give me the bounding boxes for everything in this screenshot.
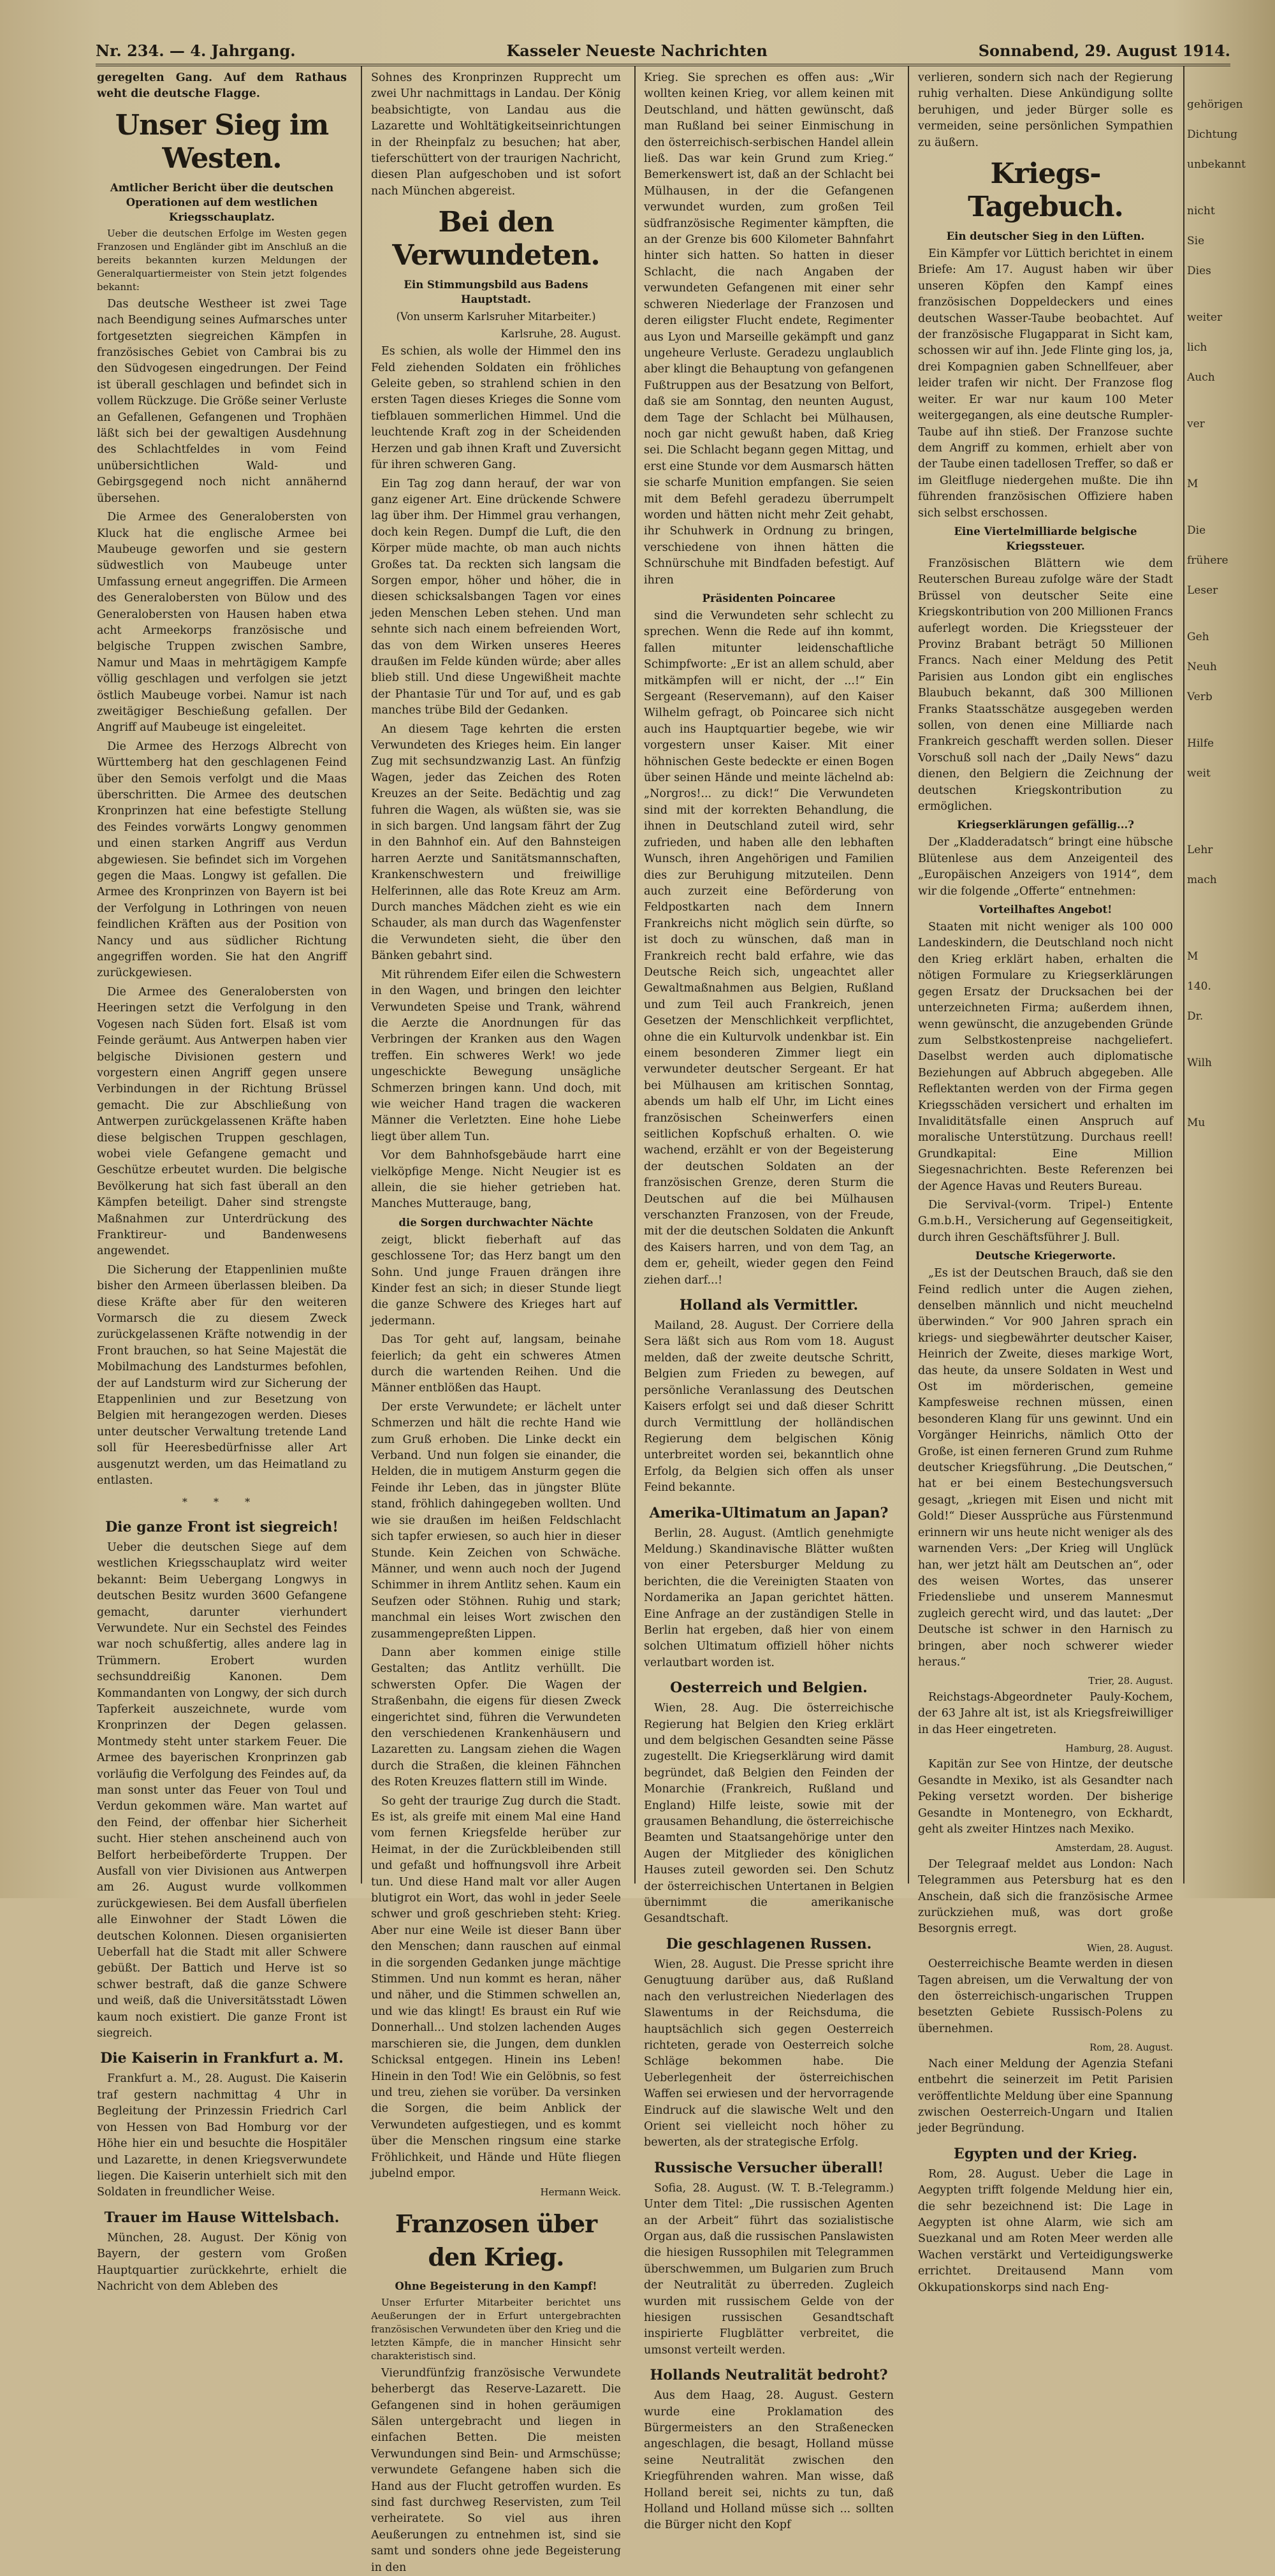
column-4 [918, 70, 1173, 2294]
article-paragraph: Ein Kämpfer vor Lüttich berichtet in einem Briefe: Am 17. August haben wir über unseren Köpfen den Kampf eines französischen Doppeldeckers und eines deutschen Wasser-Taube beobachtet. Auf der französische Flugapparat in Sicht kam, schossen wir auf ihn. Jede Flinte ging los, ja, drei Kompagnien gaben Schnellfeuer, aber leider trafen wir nicht. Der Franzose flog weiter. Er war nur kaum 100 Meter weitergegangen, als eine deutsche Rumpler-Taube auf ihn stieß. Der Franzose suchte dem Angriff zu kommen, erhielt aber von der Taube einen tadellosen Treffer, so daß er im Gleitfluge niedergehen mußte. Die ihn führenden französischen Offiziere haben sich selbst erschossen. [918, 247, 1173, 520]
subheadline: Ohne Begeisterung in den Kampf! [395, 2280, 597, 2292]
offer-heading: Vorteilhaftes Angebot! [979, 904, 1112, 916]
edge-fragment: Leser [1187, 584, 1218, 597]
column-3 [644, 70, 894, 2532]
article-paragraph: Reichstags-Abgeordneter Pauly-Kochem, der 63 Jahre alt ist, ist als Kriegsfreiwilliger in das Heer eingetreten. [918, 1690, 1173, 1736]
headline-amerika-japan: Amerika-Ultimatum an Japan? [649, 1504, 889, 1521]
article-paragraph: Mit rührendem Eifer eilen die Schwestern in den Wagen, und bringen den leichter Verwundeten Speise und Trank, während die Aerzte die Anordnungen für das Verbringen der Kranken aus den Wagen treffen. Ein schweres Werk! wo jede ungeschickte Bewegung unsägliche Schmerzen bringen kann. Und doch, mit wie weicher Hand tragen die wackeren Männer die Verletzten. Eine hohe Liebe liegt über allem Tun. [371, 968, 621, 1143]
article-paragraph: Dann aber kommen einige stille Gestalten; das Antlitz verhüllt. Die schwersten Opfer. Die Wagen der Straßenbahn, die eigens für diesen Zweck eingerichtet sind, führen die Verwundeten den verschiedenen Krankenhäusern und Lazaretten zu. Langsam ziehen die Wagen durch die Straßen, die kleinen Fähnchen des Roten Kreuzes flattern still im Winde. [371, 1646, 621, 1789]
adjacent-page-edge [1187, 66, 1257, 1884]
article-note: Unser Erfurter Mitarbeiter berichtet uns Aeußerungen der in Erfurt untergebrachten französischen Verwundeten über den Krieg und die letzten Kämpfe, die in mancher Hinsicht sehr charakteristisch sind. [371, 2296, 621, 2362]
headline-kaiserin: Die Kaiserin in Frankfurt a. M. [100, 2050, 344, 2067]
dateline: Rom, 28. August. [1089, 2042, 1173, 2054]
headline-kriegs-tagebuch: Kriegs-Tagebuch. [968, 157, 1123, 224]
article-paragraph: Der „Kladderadatsch“ bringt eine hübsche Blütenlese aus dem Anzeigenteil des „Europäischen Anzeigers von 1914“, dem wir die folgende „Offerte“ entnehmen: [918, 836, 1173, 898]
column-rule [1183, 66, 1184, 1884]
newspaper-name: Kasseler Neueste Nachrichten [506, 41, 768, 60]
subheadline: Kriegserklärungen gefällig...? [957, 819, 1134, 831]
column-rule [634, 66, 636, 1884]
article-paragraph: Die Armee des Generalobersten von Heeringen setzt die Verfolgung in den Vogesen nach Süden fort. Elsaß ist vom Feinde geräumt. Aus Antwerpen haben vier belgische Divisionen gestern und vorgestern einen Angriff gegen unsere Verbindungen in der Richtung Brüssel gemacht. Die zur Abschließung von Antwerpen zurückgelassenen Kräfte haben diese belgischen Truppen geschlagen, wobei viele Gefangene gemacht und Geschütze erbeutet wurden. Die belgische Bevölkerung hat sich fast überall an den Kämpfen beteiligt. Daher sind strengste Maßnahmen zur Unterdrückung des Franktireur- und Bandenwesens angewendet. [97, 985, 347, 1258]
edge-fragment [1187, 796, 1257, 812]
edge-fragment: Dichtung [1187, 128, 1238, 141]
section-divider: * * * [182, 1496, 262, 1509]
article-paragraph: Ueber die deutschen Siege auf dem westlichen Kriegsschauplatz wird weiter bekannt: Beim Uebergang Longwys in deutschen Besitz wurden 3600 Gefangene gemacht, darunter vierhundert Verwundete. Nur ein Sechstel des Feindes war noch schußfertig, alles andere lag in Trümmern. Erobert wurden sechsunddreißig Kanonen. Dem Kommandanten von Longwy, der sich durch Tapferkeit auszeichnete, wurde vom Kronprinzen der Degen gelassen. Montmedy steht unter starkem Feuer. Die Armee des bayerischen Kronprinzen gab vorläufig die Verfolgung des Feindes auf, da man sonst unter das Feuer von Toul und Verdun gekommen wäre. Man wartet auf den Feind, der offenbar hier Sicherheit sucht. Hier stehen anscheinend auch von Belfort herbeibeförderte Truppen. Der Ausfall von vier Divisionen aus Antwerpen am 26. August wurde vollkommen zurückgewiesen. Bei dem Ausfall überfielen alle Einwohner der Stadt Löwen die deutschen Kolonnen. Diesen organisierten Ueberfall hat die Stadt mit aller Schwere gebüßt. Der Battich und Herve ist so schwer bestraft, daß die ganze Schwere und weiß, daß die Universitätsstadt Löwen kaum noch existiert. Die ganze Front ist siegreich. [97, 1540, 347, 2040]
article-paragraph: sind die Verwundeten sehr schlecht zu sprechen. Wenn die Rede auf ihn kommt, fallen mitunter leidenschaftliche Schimpfworte: „Er ist an allem schuld, aber mitkämpfen will er nicht, der ...!“ Ein Sergeant (Reservemann), auf den Kaiser Wilhelm gefragt, ob Poincaree sich nicht auch ins Hauptquartier begebe, wie wir vorgestern unser Kaiser. Mit einer höhnischen Geste bedeckte er einen Bogen über seinen Hände und meinte lächelnd ab: „Norgros!... zu dick!“ Die Verwundeten sind mit der korrekten Behandlung, die ihnen in Deutschland zuteil wird, sehr zufrieden, und haben alle den lebhaften Wunsch, ihren Angehörigen und Familien dies zur Beruhigung mitzuteilen. Denn auch zurzeit eine Beförderung von Feldpostkarten nach dem Innern Frankreichs nicht möglich sein dürfte, so ist doch zu wünschen, daß man in Frankreich recht bald erfahre, wie das Deutsche Reich sich, ungeachtet aller Gewaltmaßnahmen aus Belgien, Rußland und zum Teil auch Frankreich, jenen Gesetzen der Menschlichkeit verpflichtet, ohne die ein Kulturvolk undenkbar ist. Ein einem besonderen Zimmer liegt ein verwundeter deutscher Sergeant. Er hat bei Mülhausen am kritischen Sonntag, abends um halb elf Uhr, im Licht eines französischen Scheinwerfers einen seitlichen Kopfschuß erhalten. O. wie wachend, erzählt er von der Begeisterung der deutschen Soldaten an der französischen Grenze, deren Sturm die Deutschen auf die bei Mülhausen verschanzten Franzosen, von der Freude, mit der die deutschen Soldaten die Ankunft des Kaisers harren, und von dem Tag, an dem er, geheilt, wieder gegen den Feind ziehen darf...! [644, 610, 894, 1287]
article-paragraph: Das Tor geht auf, langsam, beinahe feierlich; da geht ein schweres Atmen durch die wartenden Reihen. Und die Männer entblößen das Haupt. [371, 1333, 621, 1395]
issue-number: Nr. 234. — 4. Jahrgang. [96, 41, 296, 60]
inline-heading: Präsidenten Poincaree [702, 592, 836, 604]
article-paragraph: Nach einer Meldung der Agenzia Stefani entbehrt die seinerzeit im Petit Parisien veröffentlichte Meldung über eine Spannung zwischen Oesterreich-Ungarn und Italien jeder Begründung. [918, 2057, 1173, 2135]
edge-fragment [1187, 902, 1257, 918]
edge-fragment: Sie [1187, 235, 1205, 247]
headline-russische-versucher: Russische Versucher überall! [653, 2159, 884, 2176]
column-rule [361, 66, 362, 1884]
headline-oesterreich-belgien: Oesterreich und Belgien. [670, 1680, 868, 1697]
edge-fragment: Die [1187, 524, 1206, 537]
dateline: Amsterdam, 28. August. [1055, 1842, 1173, 1854]
subheadline: Amtlicher Bericht über die deutschen Operationen auf dem westlichen Kriegsschauplatz. [110, 181, 334, 223]
column-1 [97, 70, 347, 2293]
article-paragraph: Vierundfünfzig französische Verwundete beherbergt das Reserve-Lazarett. Die Gefangenen sind in hohen geräumigen Sälen untergebracht und liegen in einfachen Betten. Die meisten Verwundungen sind Bein- und Armschüsse; verwundete Gefangene haben sich die Hand aus der Flucht getroffen wurden. Es sind fast durchweg Reservisten, zum Teil verheiratete. So viel aus ihren Aeußerungen zu entnehmen ist, sind sie samt und sonders ohne jede Begeisterung in den [371, 2366, 621, 2574]
edge-fragment: unbekannt [1187, 158, 1246, 171]
article-paragraph: Krieg. Sie sprechen es offen aus: „Wir wollten keinen Krieg, vor allem keinen mit Deutschland, und hätten gewünscht, daß man Rußland bei seiner Einmischung in den österreichisch-serbischen Handel allein ließ. Das war kein Grund zum Krieg.“ Bemerkenswert ist, daß an der Schlacht bei Mülhausen, in der die Gefangenen verwundet wurden, zum großen Teil südfranzösische Regimenter kämpften, die an der Grenze bis 600 Kilometer Bahnfahrt hinter sich hatten. So hatten in dieser Schlacht, die nach Angaben der verwundeten Gefangenen mit einer sehr schweren Niederlage der Franzosen und deren eiligster Flucht endete, Regimenter aus Lyon und Marseille gekämpft und ganz ungeheure Verluste. Geradezu unglaublich aber klingt die Behauptung von gefangenen Fußtruppen aus der Besatzung von Belfort, daß sie am Sonntag, den neunten August, dem Tage der Schlacht bei Mülhausen, noch gar nicht gewußt haben, daß Krieg sei. Die Schlacht begann gegen Mittag, und erst eine Stunde vor dem Ausmarsch hätten sie scharfe Munition empfangen. Sie seien mit dem Befehl geradezu überrumpelt worden und hätten nicht mehr Zeit gehabt, ihr Schuhwerk in Ordnung zu bringen, verschiedene von ihnen hätten die Schnürschuhe mit Bindfaden befestigt. Auf ihren [644, 71, 894, 587]
article-paragraph: Kapitän zur See von Hintze, der deutsche Gesandte in Mexiko, ist als Gesandter nach Peking versetzt worden. Der bisherige Gesandte in Montenegro, von Eckhardt, geht als zweiter Hintzes nach Mexiko. [918, 1758, 1173, 1836]
edge-fragment: Wilh [1187, 1057, 1212, 1069]
article-paragraph: Sohnes des Kronprinzen Rupprecht um zwei Uhr nachmittags in Landau. Der König beabsichtigte, von Landau aus die Lazarette und Wohltätigkeitseinrichtungen in der Rheinpfalz zu besuchen; hat aber, tieferschüttert von der traurigen Nachricht, diesen Plan aufgeschoben und ist sofort nach München abgereist. [371, 71, 621, 198]
headline-trauer: Trauer im Hause Wittelsbach. [104, 2209, 340, 2226]
edge-fragment [1187, 446, 1257, 462]
byline: (Von unserm Karlsruher Mitarbeiter.) [396, 311, 596, 323]
edge-fragment: Dr. [1187, 1010, 1204, 1023]
edge-fragment: frühere [1187, 554, 1228, 567]
headline-holland-vermittler: Holland als Vermittler. [679, 1297, 859, 1314]
article-paragraph: Berlin, 28. August. (Amtlich genehmigte Meldung.) Skandinavische Blätter wußten von einer Petersburger Meldung zu berichten, die die Vereinigten Staaten von Nordamerika an Japan gerichtet hätten. Eine Anfrage an der zuständigen Stelle in Berlin hat ergeben, daß hier von einem solchen Ultimatum offiziell höher nichts verlautbart worden ist. [644, 1526, 894, 1669]
article-paragraph: Staaten mit nicht weniger als 100 000 Landeskindern, die Deutschland noch nicht den Krieg erklärt haben, erhalten die nötigen Formulare zu Kriegserklärungen gegen Ersatz der Drucksachen bei der unterzeichneten Firma; außerdem ihnen, wenn gewünscht, die anzugebenden Gründe zum Selbstkostenpreise nachgeliefert. Daselbst werden auch diplomatische Beziehungen auf Abbruch abgegeben. Alle Reflektanten werden von der Firma gegen Kriegsschäden versichert und erhalten im Invaliditätsfalle einen Anspruch auf moralische Unterstützung. Durchaus reell! Grundkapital: Eine Million Siegesnachrichten. Beste Referenzen bei der Agence Havas und Reuters Bureau. [918, 921, 1173, 1193]
article-paragraph: zeigt, blickt fieberhaft auf das geschlossene Tor; das Herz bangt um den Sohn. Und junge Frauen drängen ihre Kinder fest an sich; in dieser Stunde liegt die ganze Schwere des Krieges hart auf jedermann. [371, 1233, 621, 1328]
article-paragraph: Das deutsche Westheer ist zwei Tage nach Beendigung seines Aufmarsches unter fortgesetzten siegreichen Kämpfen in französisches Gebiet von Cambrai bis zu den Südvogesen eingedrungen. Der Feind ist überall geschlagen und befindet sich in vollem Rückzuge. Die Größe seiner Verluste an Gefallenen, Gefangenen und Trophäen läßt sich bei der gewaltigen Ausdehnung des Schlachtfeldes in vom Feind unübersichtlichen Wald- und Gebirgsgegend noch nicht annähernd übersehen. [97, 297, 347, 505]
article-paragraph: An diesem Tage kehrten die ersten Verwundeten des Krieges heim. Ein langer Zug mit sechsundzwanzig Last. An fünfzig Wagen, jeder das Zeichen des Roten Kreuzes an der Seite. Bedächtig und zag fuhren die Wagen, als wüßten sie, was sie in sich bargen. Und langsam fährt der Zug in den Bahnhof ein. Auf den Bahnsteigen harren Aerzte und Sanitätsmannschaften, Krankenschwestern und freiwillige Helferinnen, alle das Rote Kreuz am Arm. Durch manches Mädchen zieht es wie ein Schauder, als man durch das Wagenfenster die Verwundeten sieht, die über den Bänken gebahrt sind. [371, 722, 621, 963]
masthead [96, 31, 1230, 66]
inline-heading: die Sorgen durchwachter Nächte [398, 1216, 594, 1229]
edge-fragment: lich [1187, 341, 1207, 354]
edge-fragment: M [1187, 950, 1198, 963]
article-paragraph: Wien, 28. August. Die Presse spricht ihre Genugtuung darüber aus, daß Rußland nach den verlustreichen Niederlagen des Slawentums in der Reichsduma, die hauptsächlich sich gegen Oesterreich richteten, gerade von Oesterreich solche Schläge bekommen habe. Die Ueberlegenheit der österreichischen Waffen sei erwiesen und der hervorragende Eindruck auf die slawische Welt und den Orient sei vielleicht noch höher zu bewerten, als der strategische Erfolg. [644, 1958, 894, 2149]
edge-fragment: Hilfe [1187, 737, 1214, 750]
edge-fragment: mach [1187, 874, 1217, 886]
article-paragraph: Aus dem Haag, 28. August. Gestern wurde eine Proklamation des Bürgermeisters an den Straßenecken angeschlagen, die besagt, Holland müsse seine Neutralität zwischen den Kriegführenden wahren. Man wisse, daß Holland bereit sei, nichts zu tun, daß Holland und Holland müsse sich ... sollten die Bürger nicht den Kopf [644, 2389, 894, 2532]
dateline: Karlsruhe, 28. August. [500, 328, 621, 340]
article-paragraph: Die Servival-(vorm. Tripel-) Entente G.m.b.H., Versicherung auf Gegenseitigkeit, durch ihren Geschäftsführer J. Bull. [918, 1198, 1173, 1244]
article-paragraph: Die Armee des Generalobersten von Kluck hat die englische Armee bei Maubeuge geworfen und sie gestern südwestlich von Maubeuge unter Umfassung erneut angegriffen. Die Armeen des Generalobersten von Bülow und des Generalobersten von Hausen haben etwa acht Armeekorps französische und belgische Truppen zwischen Sambre, Namur und Maas in mehrtägigem Kampfe völlig geschlagen und verfolgen sie jetzt östlich Maubeuge vorbei. Namur ist nach zweitägiger Beschießung gefallen. Der Angriff auf Maubeuge ist eingeleitet. [97, 511, 347, 735]
subheadline: Eine Viertelmilliarde belgische Kriegssteuer. [954, 525, 1137, 552]
article-note: Ueber die deutschen Erfolge im Westen gegen Franzosen und Engländer gibt im Anschluß an die bereits bekannten kurzen Meldungen der Generalquartiermeister von Stein jetzt folgendes bekannt: [97, 227, 347, 293]
continued-text: geregelten Gang. Auf dem Rathaus weht die deutsche Flagge. [97, 71, 347, 101]
subheadline: Deutsche Kriegerworte. [975, 1250, 1116, 1262]
edge-fragment: Dies [1187, 265, 1211, 277]
article-paragraph: München, 28. August. Der König von Bayern, der gestern vom Großen Hauptquartier zurückkehrte, erhielt die Nachricht von dem Ableben des [97, 2231, 347, 2293]
edge-fragment: M [1187, 478, 1198, 490]
edge-fragment: weiter [1187, 311, 1223, 324]
article-paragraph: Die Sicherung der Etappenlinien mußte bisher den Armeen überlassen bleiben. Da diese Kräfte aber für den weiteren Vormarsch die zu diesem Zweck zurückgelassenen Kräfte notwendig in der Front brauchen, so hat Seine Majestät die Mobilmachung des Landsturmes befohlen, der auf Landsturm wird zur Sicherung der Etappenlinien und zur Besetzung von Belgien mit herangezogen werden. Dieses unter deutscher Verwaltung tretende Land soll für Heeresbedürfnisse aller Art ausgenutzt werden, um das Heimatland zu entlasten. [97, 1263, 347, 1488]
article-paragraph: Ein Tag zog dann herauf, der war von ganz eigener Art. Eine drückende Schwere lag über ihm. Der Himmel grau verhangen, doch kein Regen. Dumpf die Luft, die den Körper müde machte, ob man auch nichts Großes tat. Da reckten sich langsam die Sorgen empor, höher und höher, die in diesen schicksalsbangen Tagen vor eines jeden Menschen Leben stehen. Und man sehnte sich nach einem befreienden Wort, das von dem Wirken unseres Heeres draußen im Felde künden würde; aber alles blieb still. Und diese Ungewißheit machte der Phantasie Tür und Tor auf, und es gab manches trübe Bild der Gedanken. [371, 477, 621, 717]
edge-fragment: Verb [1187, 691, 1213, 703]
article-paragraph: Die Armee des Herzogs Albrecht von Württemberg hat den geschlagenen Feind über den Semois verfolgt und die Maas überschritten. Die Armee des deutschen Kronprinzen hat eine befestigte Stellung des Feindes vorwärts Longwy genommen und einen starken Angriff aus Verdun abgewiesen. Sie befindet sich im Vorgehen gegen die Maas. Longwy ist gefallen. Die Armee des Kronprinzen von Bayern ist bei der Verfolgung in Lothringen von neuen feindlichen Kräften aus der Position von Nancy und aus südlicher Richtung angegriffen worden. Sie hat den Angriff zurückgewiesen. [97, 740, 347, 980]
author: Hermann Weick. [540, 2186, 621, 2199]
edge-fragment: Geh [1187, 631, 1209, 643]
article-paragraph: Rom, 28. August. Ueber die Lage in Aegypten trifft folgende Meldung hier ein, die sehr bezeichnend ist: Die Lage in Aegypten ist ohne Alarm, wie sich am Suezkanal und am Roten Meer werden alle Wachen verstärkt und Verteidigungswerke errichtet. Dreitausend Mann vom Okkupationskorps sind nach Eng- [918, 2167, 1173, 2294]
edge-fragment: weit [1187, 767, 1211, 780]
dateline: Trier, 28. August. [1088, 1675, 1173, 1687]
article-paragraph: verlieren, sondern sich nach der Regierung ruhig verhalten. Diese Ankündigung sollte beruhigen, und jeder Bürger solle es vermeiden, seine persönlichen Sympathien zu äußern. [918, 71, 1173, 149]
edge-fragment: 140. [1187, 980, 1211, 993]
headline-egypten: Egypten und der Krieg. [954, 2145, 1137, 2162]
headline-geschlagene-russen: Die geschlagenen Russen. [666, 1935, 872, 1952]
edge-fragment: ver [1187, 418, 1205, 430]
edge-fragment: Mu [1187, 1116, 1206, 1129]
edge-fragment: nicht [1187, 205, 1215, 217]
issue-date: Sonnabend, 29. August 1914. [978, 41, 1230, 60]
article-paragraph: Mailand, 28. August. Der Corriere della Sera läßt sich aus Rom vom 18. August melden, daß der zweite deutsche Schritt, Belgien zum Frieden zu bewegen, auf persönliche Veranlassung des Deutschen Kaisers erfolgt sei und daß dieser Schritt durch Vermittlung der holländischen Regierung dem belgischen König unterbreitet worden sei, bekanntlich ohne Erfolg, da Belgien sich offen als unser Feind bekannte. [644, 1319, 894, 1495]
column-2 [371, 70, 621, 2574]
article-paragraph: Der Telegraaf meldet aus London: Nach Telegrammen aus Petersburg hat es den Anschein, daß sich die französische Armee zurückziehen muß, was dort große Besorgnis erregt. [918, 1857, 1173, 1936]
headline-franzosen: Franzosen über den Krieg. [395, 2209, 597, 2271]
article-paragraph: Oesterreichische Beamte werden in diesen Tagen abreisen, um die Verwaltung der von den österreichisch-ungarischen Truppen besetzten Gebiete Russisch-Polens zu übernehmen. [918, 1958, 1173, 2035]
article-paragraph: Frankfurt a. M., 28. August. Die Kaiserin traf gestern nachmittag 4 Uhr in Begleitung der Prinzessin Friedrich Carl von Hessen von Bad Homburg vor der Höhe hier ein und besuchte die Hospitäler und Lazarette, in denen Kriegsverwundete liegen. Die Kaiserin unterhielt sich mit den Soldaten in freundlicher Weise. [97, 2072, 347, 2199]
article-paragraph: So geht der traurige Zug durch die Stadt. Es ist, als greife mit einem Mal eine Hand vom fernen Kriegsfelde herüber zur Heimat, in der die Zurückbleibenden still und gefaßt und hoffnungsvoll ihre Arbeit tun. Und diese Hand malt vor aller Augen blutigrot ein Wort, das wohl in jeder Seele schwer und groß geschrieben steht: Krieg. Aber nur eine Weile ist dieser Bann über den Menschen; dann rauschen auf einmal in die sorgenden Gedanken junge mächtige Stimmen. Und nun kommt es heran, näher und näher, und die Stimmen schwellen an, und wie das klingt! Es braust ein Ruf wie Donnerhall... Und stolzen lachenden Auges marschieren sie, die Jungen, dem dunklen Schicksal entgegen. Hinein ins Leben! Hinein in den Tod! Wie ein Gelöbnis, so fest und treu, ziehen sie vorüber. Da versinken die Sorgen, die beim Anblick der Verwundeten aufgestiegen, und es kommt über die Menschen ringsum eine starke Fröhlichkeit, und Hände und Hüte fliegen jubelnd empor. [371, 1794, 621, 2180]
subheadline: Ein deutscher Sieg in den Lüften. [946, 230, 1145, 243]
headline-verwundeten: Bei den Verwundeten. [392, 206, 600, 272]
headline-hollands-neutralitaet: Hollands Neutralität bedroht? [650, 2367, 888, 2384]
article-paragraph: „Es ist der Deutschen Brauch, daß sie den Feind redlich unter die Augen ziehen, denselben männlich und nicht meuchelnd überwinden.“ Vor 900 Jahren sprach ein kriegs- und siegbewährter deutscher Kaiser, Heinrich der Zweite, dieses markige Wort, das heute, da unsere Soldaten in West und Ost im mörderischen, gemeine Kampfesweise rechnen müssen, einen besonderen Klang für uns gewinnt. Und ein Vorgänger Heinrichs, nämlich Otto der Große, ist einen ferneren Grund zum Ruhme deutscher Kriegsführung. „Die Deutschen,“ hat er bei einem Bestechungsversuch gesagt, „kriegen mit Eisen und nicht mit Gold!“ Dieser Aussprüche aus Fürstenmund erinnern wir uns heute nicht weniger als des warnenden Vers: „Der Krieg will Unglück han, wer jetzt hält am Deutschen an“, oder des weisen Wortes, das unserer Friedensliebe und unserem Mannesmut zugleich gerecht wird, und das lautet: „Der Deutsche ist schwer in den Harnisch zu bringen, aber noch schwerer wieder heraus.“ [918, 1267, 1173, 1669]
article-paragraph: Wien, 28. Aug. Die österreichische Regierung hat Belgien den Krieg erklärt und dem belgischen Gesandten seine Pässe zugestellt. Die Kriegserklärung wird damit begründet, daß Belgien den Feinden der Monarchie (Frankreich, Rußland und England) Hilfe leiste, sowie mit der grausamen Behandlung, die österreichische Beamten und Staatsangehörige unter den Augen der Mitglieder des königlichen Hauses zuteil geworden sei. Den Schutz der österreichischen Untertanen in Belgien übernimmt die amerikanische Gesandtschaft. [644, 1702, 894, 1926]
edge-fragment: gehörigen [1187, 98, 1243, 111]
edge-fragment: Auch [1187, 371, 1215, 384]
dateline: Hamburg, 28. August. [1065, 1742, 1173, 1754]
article-paragraph: Vor dem Bahnhofsgebäude harrt eine vielköpfige Menge. Nicht Neugier ist es allein, die sie hieher getrieben hat. Manches Mutterauge, bang, [371, 1149, 621, 1211]
article-paragraph: Sofia, 28. August. (W. T. B.-Telegramm.) Unter dem Titel: „Die russischen Agenten an der Arbeit“ führt das sozialistische Organ aus, daß die russischen Panslawisten die hiesigen Russophilen mit Telegrammen überschwemmen, um Bulgarien zum Bruch der Neutralität zu überreden. Zugleich wurden mit russischem Gelde von der hiesigen russischen Gesandtschaft inspirierte Flugblätter verbreitet, die umsonst verteilt werden. [644, 2181, 894, 2357]
article-paragraph: Es schien, als wolle der Himmel den ins Feld ziehenden Soldaten ein fröhliches Geleite geben, so strahlend schien in den ersten Tagen dieses Krieges die Sonne vom tiefblauen sommerlichen Himmel. Und die leuchtende Kraft zog in der Scheidenden Herzen und gab ihnen Kraft und Zuversicht für ihren schweren Gang. [371, 345, 621, 472]
article-paragraph: Französischen Blättern wie dem Reuterschen Bureau zufolge wäre der Stadt Brüssel von deutscher Seite eine Kriegskontribution von 200 Millionen Francs auferlegt worden. Die Kriegssteuer der Provinz Brabant beträgt 50 Millionen Francs. Nach einer Meldung des Petit Parisien aus London gibt ein englisches Blaubuch bekannt, daß 300 Millionen Franks Staatsschätze ausgegeben werden sollen, von denen eine Milliarde nach Frankreich geschafft werden sollen. Dieser Vorschuß soll nach der „Daily News“ dazu dienen, den Belgiern die Zeichnung der deutschen Kriegskontribution zu ermöglichen. [918, 557, 1173, 814]
edge-fragment: Lehr [1187, 844, 1213, 856]
edge-fragment [1187, 1085, 1257, 1101]
subheadline: Ein Stimmungsbild aus Badens Hauptstadt. [404, 279, 588, 306]
edge-fragment: Neuh [1187, 661, 1217, 673]
headline-ganze-front: Die ganze Front ist siegreich! [105, 1518, 339, 1535]
dateline: Wien, 28. August. [1087, 1942, 1173, 1954]
article-paragraph: Der erste Verwundete; er lächelt unter Schmerzen und hält die rechte Hand wie zum Gruß erhoben. Die Linke deckt ein Verband. Und nun folgen sie einander, die Helden, die in mutigem Ansturm gegen die Feinde ihr Leben, das in jüngster Blüte stand, fröhlich dahingegeben wollten. Und wie sie draußen im heißen Feldschlacht sich tapfer erwiesen, so auch hier in dieser Stunde. Kein Zeichen von Schwäche. Männer, und wenn auch noch der Jugend Schimmer in ihrem Antlitz sehen. Kaum ein Seufzen oder Stöhnen. Ruhig und stark; manchmal ein leises Wort zwischen den zusammengepreßten Lippen. [371, 1400, 621, 1641]
column-rule [908, 66, 909, 1884]
headline-sieg-im-westen: Unser Sieg im Westen. [115, 108, 329, 175]
